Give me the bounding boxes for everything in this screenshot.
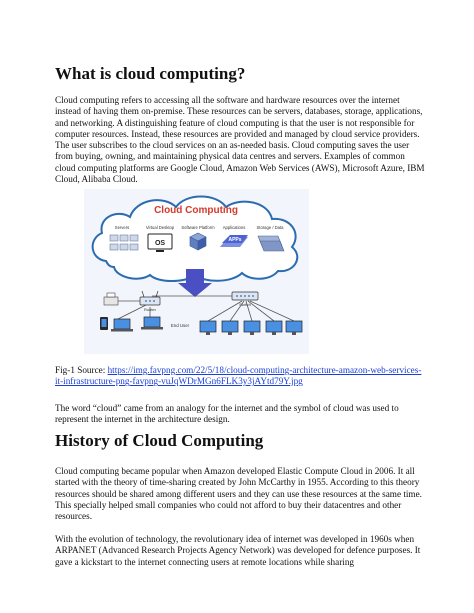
label-virtual-desktop: Virtual Desktop [145, 225, 175, 230]
paragraph-definition: Cloud computing refers to accessing all the software and hardware resources over the internet instead of having them on-premise. These resources can be servers, databases, storage, applications, and networking. A distinguishing feature of cloud computing is that the user is not responsible for computer resources. Instead, these resources are provided and managed by cloud service providers. The user subscribes to the cloud services on an as-needed basis. Cloud computing saves the user from buying, owning, and maintaining physical data centres and servers. Examples of common cloud computing platforms are Google Cloud, Amazon Web Services (AWS), Microsoft Azure, IBM Cloud, Alibaba Cloud. [55, 95, 425, 185]
figure-source-caption [55, 365, 427, 388]
paragraph-history: Cloud computing became popular when Amazon developed Elastic Compute Cloud in 2006. It all started with the theory of time-sharing created by John McCarthy in 1955. According to this theory resources should be shared among different users and they can use these resources at the same time. This specially helped small companies who could not afford to buy their datacentres and other resources. [55, 466, 422, 522]
diagram-title: Cloud Computing [154, 205, 238, 216]
label-storage-data: Storage / Data [256, 225, 284, 230]
software-platform-icon [190, 233, 206, 250]
label-applications: Applications [222, 225, 246, 230]
diagram-svg [84, 189, 309, 354]
figure-source-prefix: Fig-1 Source: [55, 365, 108, 375]
phone-icon [100, 317, 108, 330]
laptop-icon [111, 319, 133, 332]
label-router: Router [143, 307, 157, 312]
apps-label: APPs [228, 237, 242, 243]
label-end-user: End User [170, 323, 190, 328]
os-desktop-icon [148, 234, 172, 252]
label-servers: Servers [114, 225, 130, 230]
paragraph-arpanet: With the evolution of technology, the revolutionary idea of internet was developed in 1960s when ARPANET (Advanced Research Projects Agency Network) was developed for defence purposes. It gave a kickstart to the internet connecting users at remote locations while sharing [55, 534, 421, 567]
heading-what-is-cloud-computing: What is cloud computing? [55, 64, 246, 83]
end-user-laptop-icon [141, 317, 163, 330]
paragraph-cloud-word-origin: The word “cloud” came from an analogy for the internet and the symbol of cloud was used to represent the internet in the architecture design. [55, 403, 399, 425]
figure-source-link[interactable]: https://img.favpng.com/22/5/18/cloud-computing-architecture-amazon-web-services-it-infrastructure-png-favpng-vuJqWDrMGn6FLK3y3jAYtd79Y.jpg [55, 365, 422, 387]
cloud-computing-diagram [84, 189, 309, 354]
label-software-platform: Software Platform [181, 225, 215, 230]
switch-icon [232, 292, 258, 300]
os-label: OS [154, 240, 166, 247]
heading-history-of-cloud-computing: History of Cloud Computing [55, 431, 264, 450]
label-switch: Switch [239, 302, 251, 307]
